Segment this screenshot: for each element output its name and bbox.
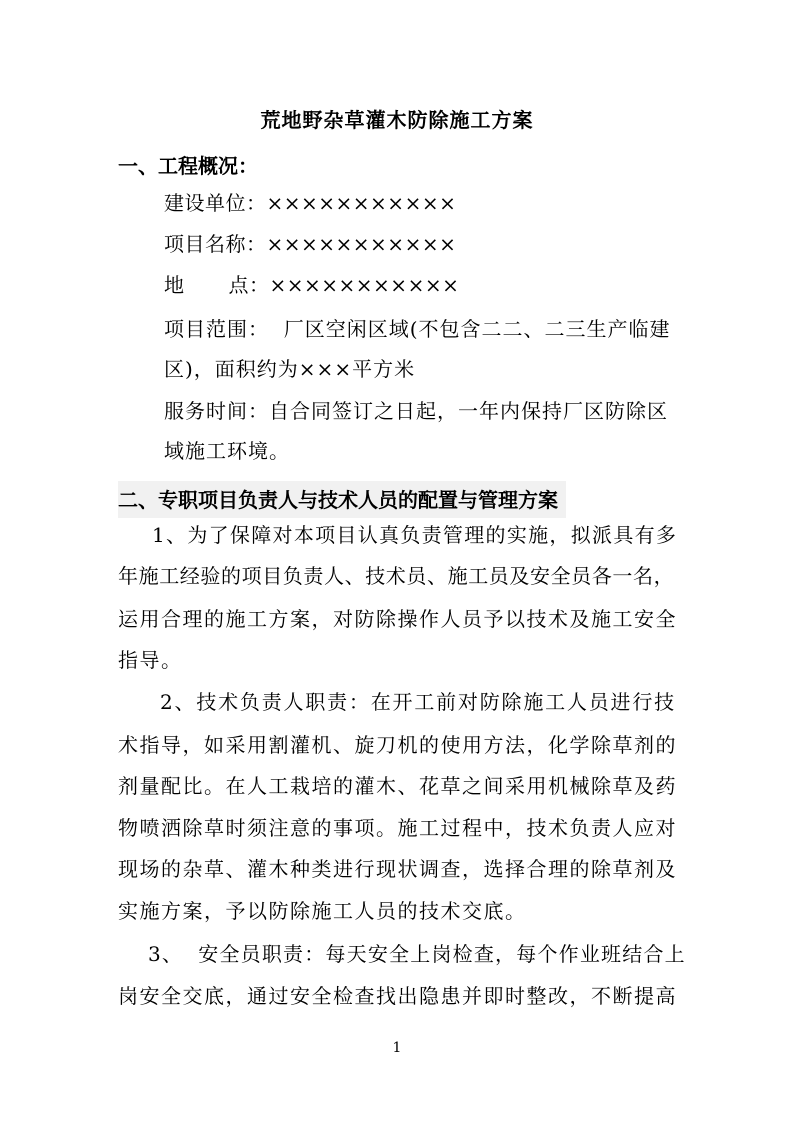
project-scope-line-2: 区)，面积约为×××平方米 bbox=[164, 357, 416, 381]
paragraph-3-line-2: 岗安全交底，通过安全检查找出隐患并即时整改，不断提高 bbox=[118, 984, 677, 1008]
project-scope-line-1: 项目范围： 厂区空闲区域(不包含二二、二三生产临建 bbox=[164, 317, 671, 341]
location-label-a: 地 bbox=[164, 273, 185, 297]
location-value: ××××××××××× bbox=[269, 273, 460, 297]
section-heading-overview: 一、工程概况： bbox=[118, 154, 258, 178]
paragraph-1-line-1: 1、为了保障对本项目认真负责管理的实施，拟派具有多 bbox=[152, 523, 678, 547]
paragraph-2-line-3: 剂量配比。在人工栽培的灌木、花草之间采用机械除草及药 bbox=[118, 774, 677, 798]
project-name-line bbox=[164, 234, 456, 254]
service-time-line-1: 服务时间：自合同签订之日起，一年内保持厂区防除区 bbox=[164, 399, 668, 423]
paragraph-1-line-4: 指导。 bbox=[118, 648, 183, 672]
project-name-label: 项目名称： bbox=[164, 232, 267, 256]
paragraph-2-line-1: 2、技术负责人职责：在开工前对防除施工人员进行技 bbox=[160, 690, 676, 714]
location-line bbox=[164, 275, 459, 295]
construction-unit-label: 建设单位： bbox=[164, 191, 267, 215]
page-number: 1 bbox=[392, 1040, 402, 1056]
paragraph-3-line-1: 3、 安全员职责：每天安全上岗检查，每个作业班结合上 bbox=[148, 942, 686, 966]
section-heading-staffing: 二、专职项目负责人与技术人员的配置与管理方案 bbox=[118, 481, 566, 518]
service-time-line-2: 域施工环境。 bbox=[164, 439, 290, 463]
construction-unit-line bbox=[164, 193, 456, 213]
paragraph-2-line-4: 物喷洒除草时须注意的事项。施工过程中，技术负责人应对 bbox=[118, 816, 677, 840]
paragraph-1-line-3: 运用合理的施工方案，对防除操作人员予以技术及施工安全 bbox=[118, 607, 677, 631]
paragraph-2-line-5: 现场的杂草、灌木种类进行现状调查，选择合理的除草剂及 bbox=[118, 857, 677, 881]
paragraph-1-line-2: 年施工经验的项目负责人、技术员、施工员及安全员各一名， bbox=[118, 564, 675, 588]
paragraph-2-line-2: 术指导，如采用割灌机、旋刀机的使用方法，化学除草剂的 bbox=[118, 733, 677, 757]
document-title: 荒地野杂草灌木防除施工方案 bbox=[260, 108, 534, 132]
paragraph-2-line-6: 实施方案，予以防除施工人员的技术交底。 bbox=[118, 899, 527, 923]
project-name-value: ××××××××××× bbox=[266, 232, 457, 256]
location-label-b: 点： bbox=[228, 273, 270, 297]
construction-unit-value: ××××××××××× bbox=[266, 191, 457, 215]
